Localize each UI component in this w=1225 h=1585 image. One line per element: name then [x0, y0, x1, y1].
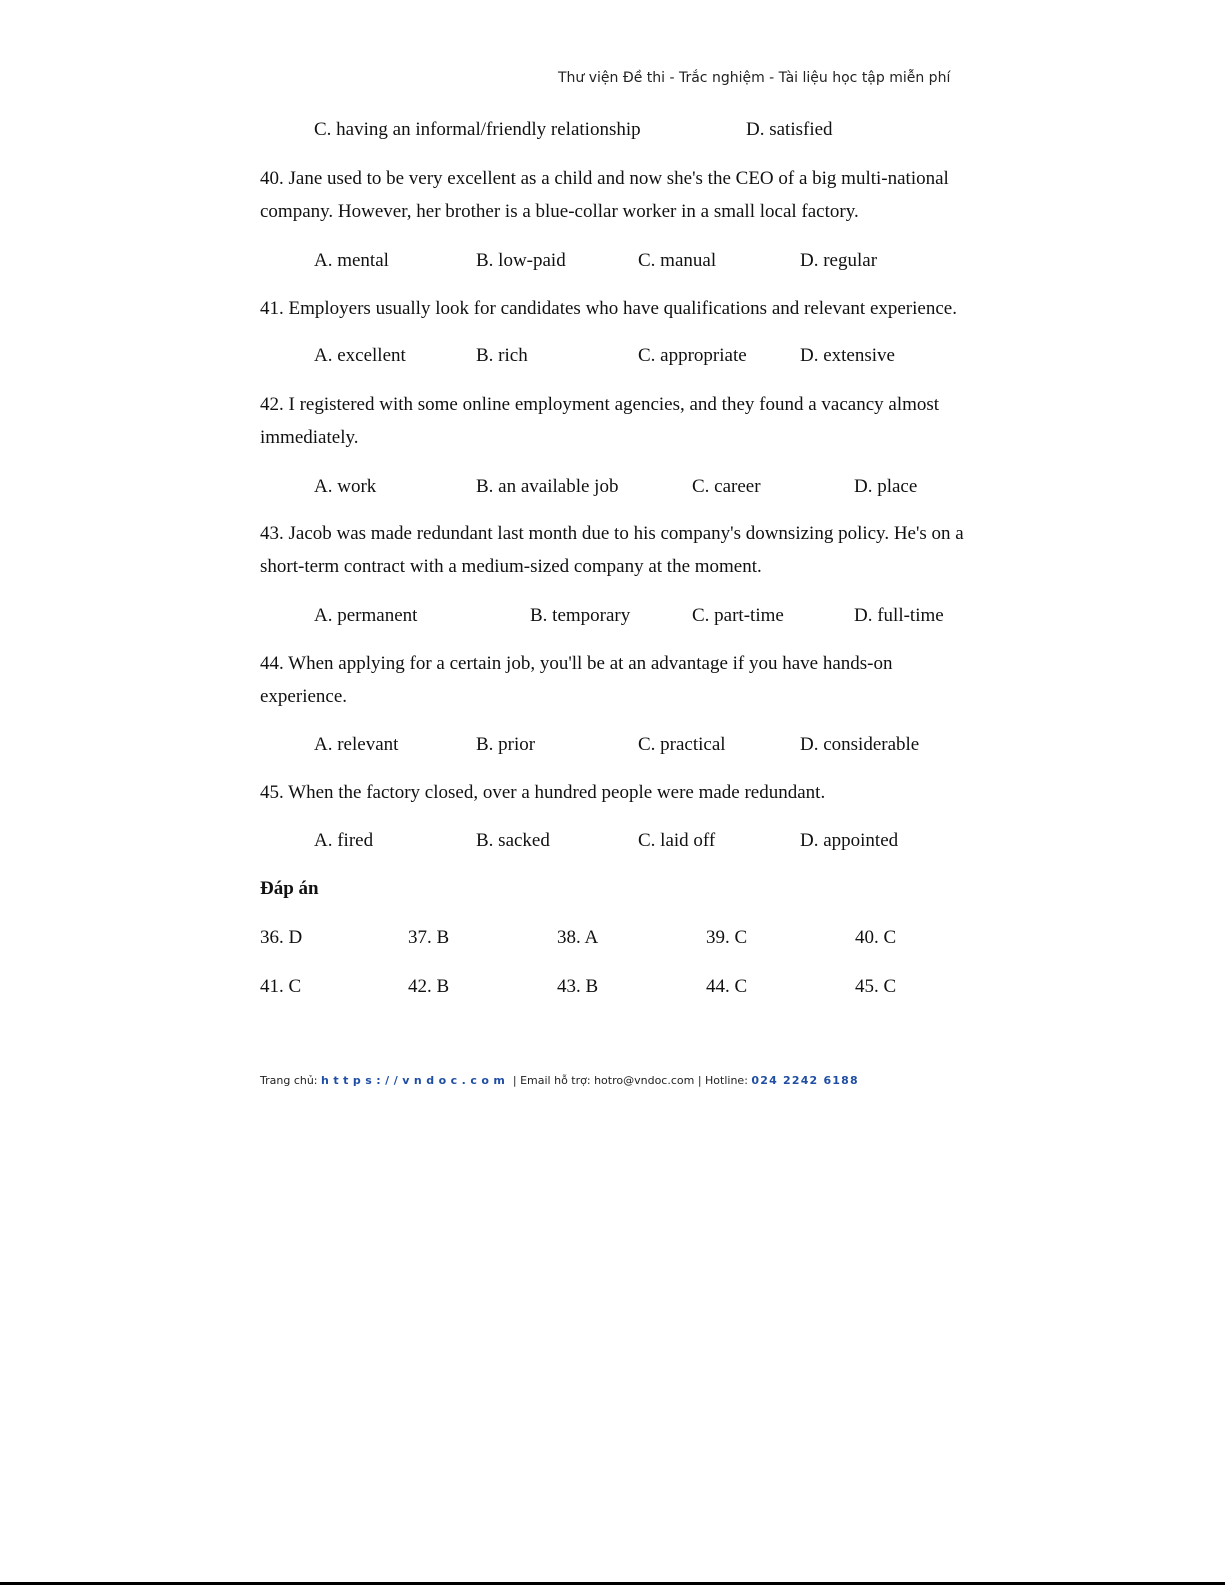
answer-item: 43. B: [557, 976, 599, 997]
footer-separator: |: [509, 1074, 521, 1087]
question-42-line-2: immediately.: [260, 427, 359, 448]
footer-home-link[interactable]: https://vndoc.com: [321, 1074, 510, 1087]
option-d: D. full-time: [854, 605, 944, 626]
question-43-line-2: short-term contract with a medium-sized company at the moment.: [260, 556, 762, 577]
option-a: A. permanent: [314, 605, 418, 626]
option-a: A. work: [314, 476, 377, 497]
option-b: B. sacked: [476, 830, 550, 851]
footer-hotline: 024 2242 6188: [751, 1074, 859, 1087]
answer-item: 42. B: [408, 976, 450, 997]
page-footer: [260, 1074, 859, 1087]
option-a: A. relevant: [314, 734, 399, 755]
question-42-line-1: 42. I registered with some online employment agencies, and they found a vacancy almost: [260, 394, 940, 415]
option-b: B. temporary: [530, 605, 631, 626]
option-d: D. place: [854, 476, 918, 497]
option-c: C. laid off: [638, 830, 716, 851]
option-d: D. extensive: [800, 345, 895, 366]
option-d-39: D. satisfied: [746, 119, 833, 140]
question-43-line-1: 43. Jacob was made redundant last month due to his company's downsizing policy. He's on a: [260, 523, 964, 544]
question-44-line-1: 44. When applying for a certain job, you'll be at an advantage if you have hands-on: [260, 653, 893, 674]
footer-home-label: Trang chủ:: [260, 1074, 322, 1087]
option-d: D. considerable: [800, 734, 920, 755]
option-a: A. fired: [314, 830, 374, 851]
option-a: A. excellent: [314, 345, 406, 366]
answers-title: Đáp án: [260, 878, 319, 899]
answer-item: 36. D: [260, 927, 303, 948]
option-c: C. appropriate: [638, 345, 747, 366]
question-40-line-1: 40. Jane used to be very excellent as a child and now she's the CEO of a big multi-national: [260, 168, 949, 189]
option-c-39: C. having an informal/friendly relationship: [314, 119, 641, 140]
option-b: B. rich: [476, 345, 528, 366]
option-d: D. regular: [800, 250, 878, 271]
option-c: C. practical: [638, 734, 726, 755]
question-40-line-2: company. However, her brother is a blue-collar worker in a small local factory.: [260, 201, 859, 222]
answer-item: 38. A: [557, 927, 599, 948]
answer-item: 41. C: [260, 976, 302, 997]
answer-item: 39. C: [706, 927, 748, 948]
answer-item: 37. B: [408, 927, 450, 948]
option-c: C. part-time: [692, 605, 784, 626]
option-c: C. manual: [638, 250, 717, 271]
question-44-line-2: experience.: [260, 686, 348, 707]
question-45-line-1: 45. When the factory closed, over a hundred people were made redundant.: [260, 782, 826, 803]
option-d: D. appointed: [800, 830, 899, 851]
answer-item: 40. C: [855, 927, 897, 948]
answer-item: 44. C: [706, 976, 748, 997]
option-c: C. career: [692, 476, 761, 497]
option-a: A. mental: [314, 250, 389, 271]
option-b: B. low-paid: [476, 250, 566, 271]
answer-item: 45. C: [855, 976, 897, 997]
question-41-line-1: 41. Employers usually look for candidates who have qualifications and relevant experience.: [260, 298, 957, 319]
option-b: B. prior: [476, 734, 536, 755]
option-b: B. an available job: [476, 476, 619, 497]
footer-email-label: Email hỗ trợ: hotro@vndoc.com | Hotline:: [520, 1074, 752, 1087]
page-header: Thư viện Đề thi - Trắc nghiệm - Tài liệu học tập miễn phí: [558, 70, 951, 86]
